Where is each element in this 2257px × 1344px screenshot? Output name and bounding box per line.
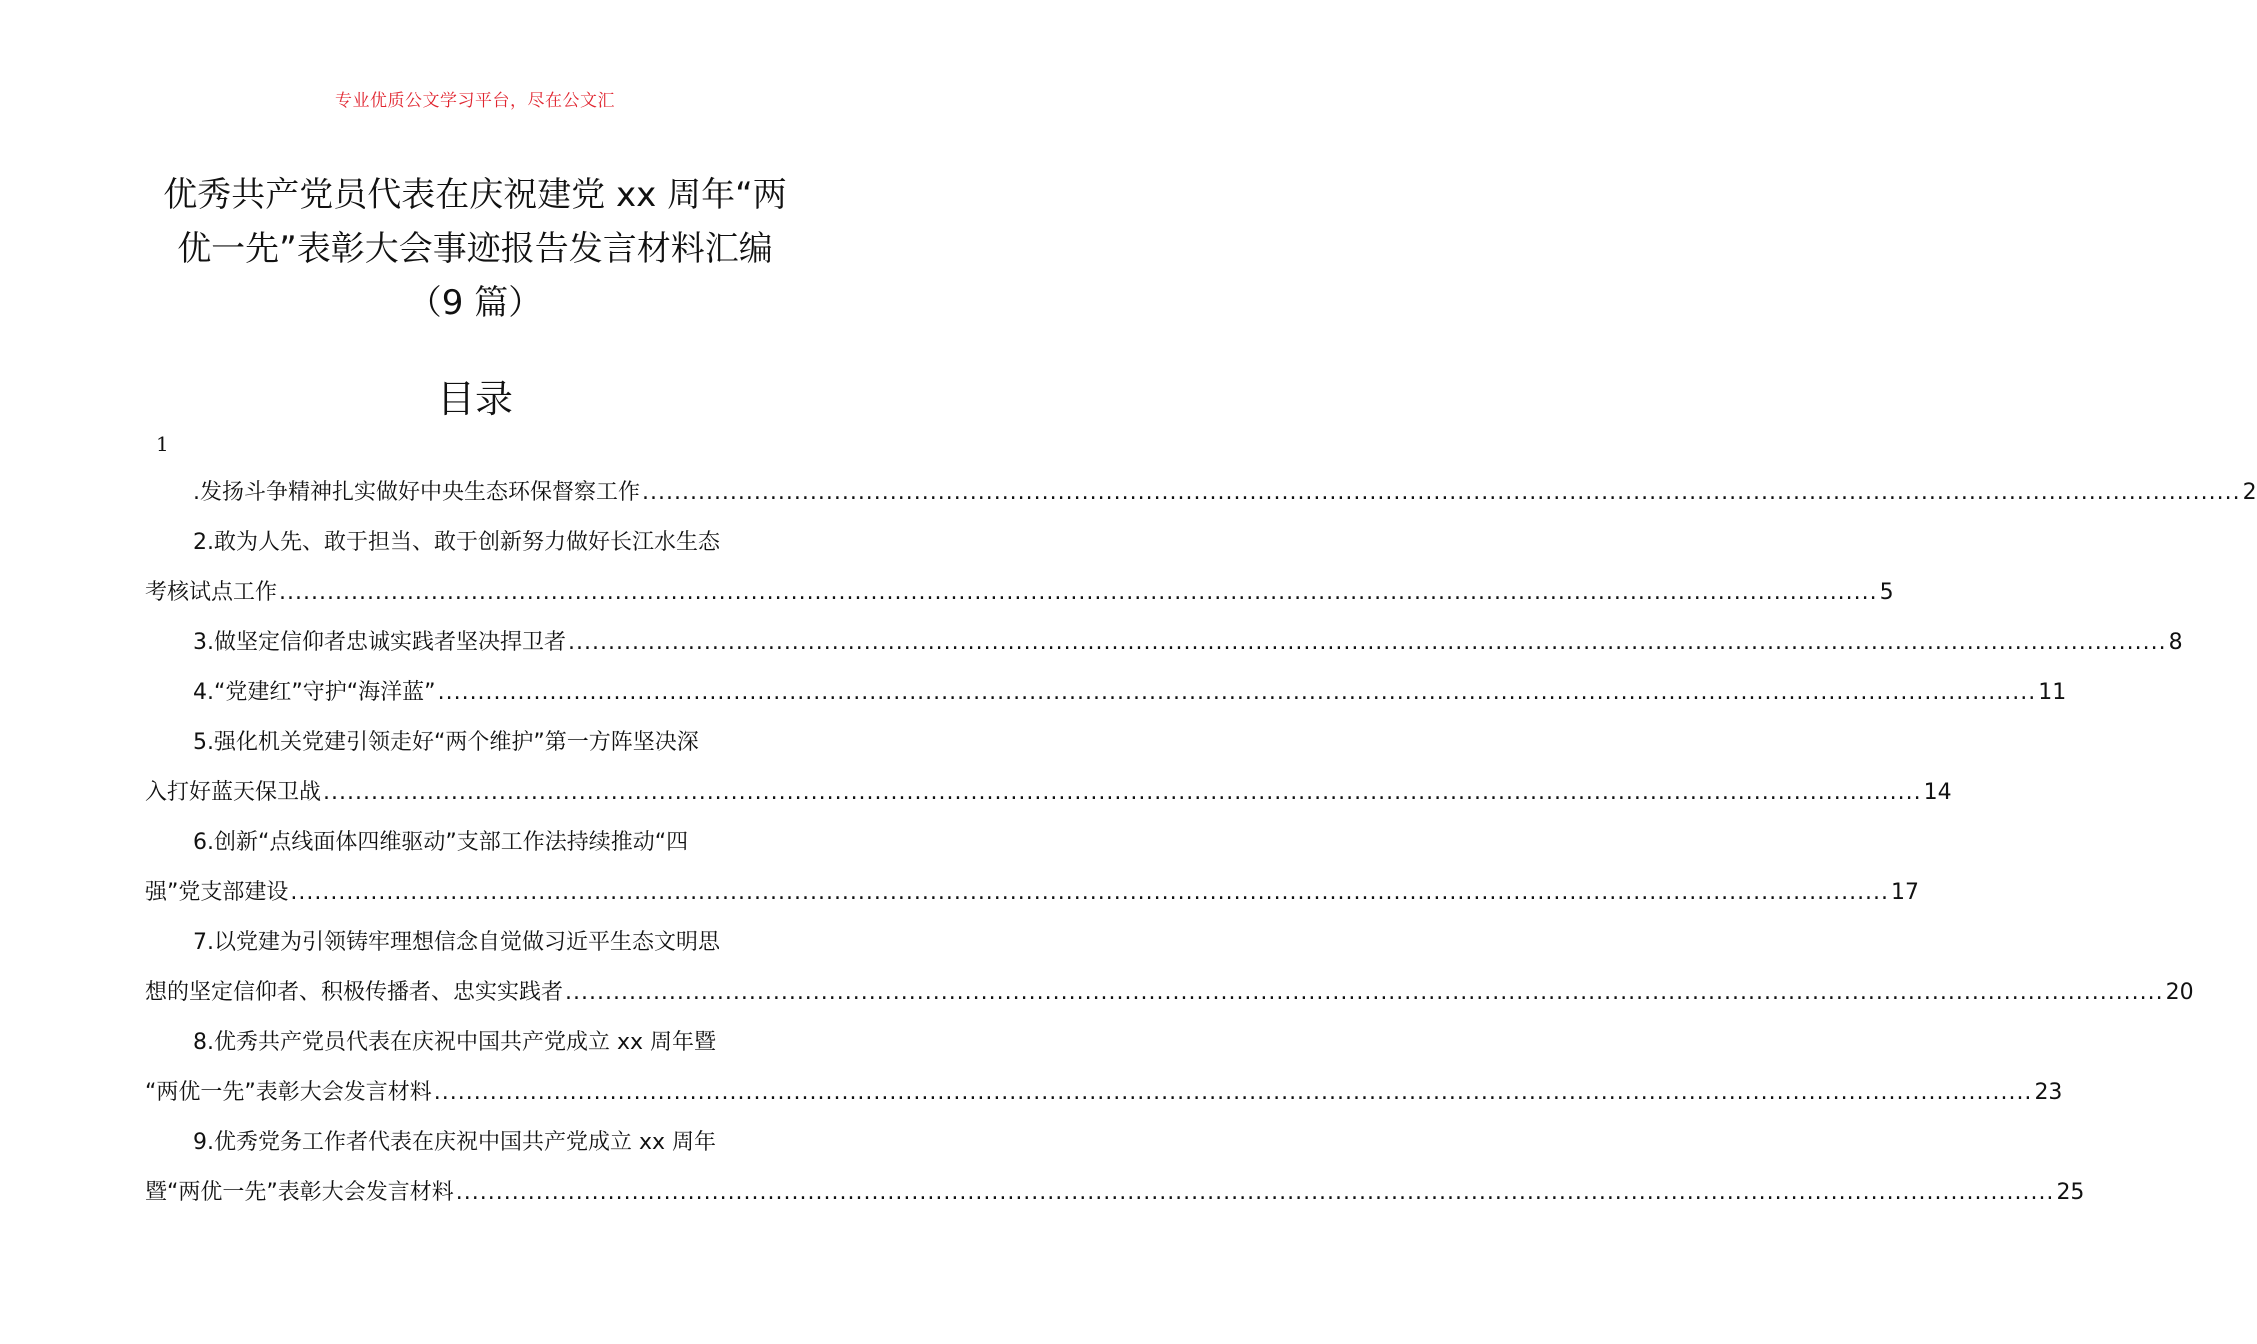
toc-page-number: 8 [2168, 630, 2183, 655]
title-line-3: （9 篇） [407, 283, 543, 323]
toc-entry[interactable] [145, 918, 2194, 1018]
toc-entry-title: 2.敢为人先、敢于担当、敢于创新努力做好长江水生态 [193, 530, 720, 555]
title-line-1: 优秀共产党员代表在庆祝建党 xx 周年“两 [163, 175, 787, 215]
toc-entry[interactable] [145, 668, 2067, 718]
toc-entry-title-cont: 考核试点工作 [145, 580, 278, 605]
toc-entry[interactable] [145, 618, 2183, 668]
title-line-2: 优一先”表彰大会事迹报告发言材料汇编 [177, 229, 773, 269]
toc-entry-title: 7.以党建为引领铸牢理想信念自觉做习近平生态文明思 [193, 930, 720, 955]
toc-leader-dots: ........................................................................................................................................................................................................ [642, 480, 2241, 505]
toc-leader-dots: ........................................................................................................................................................................................................ [290, 880, 1890, 905]
toc-orphan-number: 1 [156, 432, 169, 456]
toc-leader-dots: ........................................................................................................................................................................................................ [323, 780, 1922, 805]
toc-page-number: 17 [1891, 880, 1920, 905]
toc-page-number: 14 [1923, 780, 1952, 805]
toc-leader-dots: ........................................................................................................................................................................................................ [565, 980, 2164, 1005]
toc-entry[interactable] [145, 818, 1920, 918]
page-header: 专业优质公文学习平台，尽在公文汇 [335, 91, 615, 111]
toc-entry-title: 6.创新“点线面体四维驱动”支部工作法持续推动“四 [193, 830, 689, 855]
toc-entry-title: 3.做坚定信仰者忠诚实践者坚决捍卫者 [193, 630, 566, 655]
toc-page-number: 11 [2038, 680, 2067, 705]
toc-page-number: 23 [2034, 1080, 2063, 1105]
toc-leader-dots: ........................................................................................................................................................................................................ [433, 1080, 2033, 1105]
toc-entry-title: 5.强化机关党建引领走好“两个维护”第一方阵坚决深 [193, 730, 699, 755]
toc-page-number: 25 [2056, 1180, 2085, 1205]
toc-entry-title-cont: 暨“两优一先”表彰大会发言材料 [145, 1180, 454, 1205]
toc-entry-title: 8.优秀共产党员代表在庆祝中国共产党成立 xx 周年暨 [193, 1030, 717, 1055]
toc-entry[interactable] [145, 1118, 2085, 1218]
toc-entry[interactable] [145, 468, 2257, 518]
toc-page-number: 2 [2242, 480, 2257, 505]
toc-page-number: 5 [1879, 580, 1894, 605]
toc-entry-title-cont: “两优一先”表彰大会发言材料 [145, 1080, 432, 1105]
table-of-contents [145, 468, 2257, 1218]
toc-leader-dots: ........................................................................................................................................................................................................ [455, 1180, 2055, 1205]
toc-entry[interactable] [145, 1018, 2063, 1118]
toc-entry-title: 9.优秀党务工作者代表在庆祝中国共产党成立 xx 周年 [193, 1130, 717, 1155]
toc-entry[interactable] [145, 718, 1952, 818]
toc-leader-dots: ........................................................................................................................................................................................................ [437, 680, 2037, 705]
toc-entry-title: 4.“党建红”守护“海洋蓝” [193, 680, 436, 705]
toc-page-number: 20 [2165, 980, 2194, 1005]
toc-entry-title-cont: 入打好蓝天保卫战 [145, 780, 322, 805]
toc-entry[interactable] [145, 518, 1894, 618]
toc-entry-title-cont: 强”党支部建设 [145, 880, 289, 905]
toc-entry-title: .发扬斗争精神扎实做好中央生态环保督察工作 [193, 480, 640, 505]
toc-leader-dots: ........................................................................................................................................................................................................ [279, 580, 1878, 605]
toc-leader-dots: ........................................................................................................................................................................................................ [568, 630, 2167, 655]
toc-heading: 目录 [436, 377, 513, 421]
toc-entry-title-cont: 想的坚定信仰者、积极传播者、忠实实践者 [145, 980, 564, 1005]
document-title [130, 168, 820, 330]
